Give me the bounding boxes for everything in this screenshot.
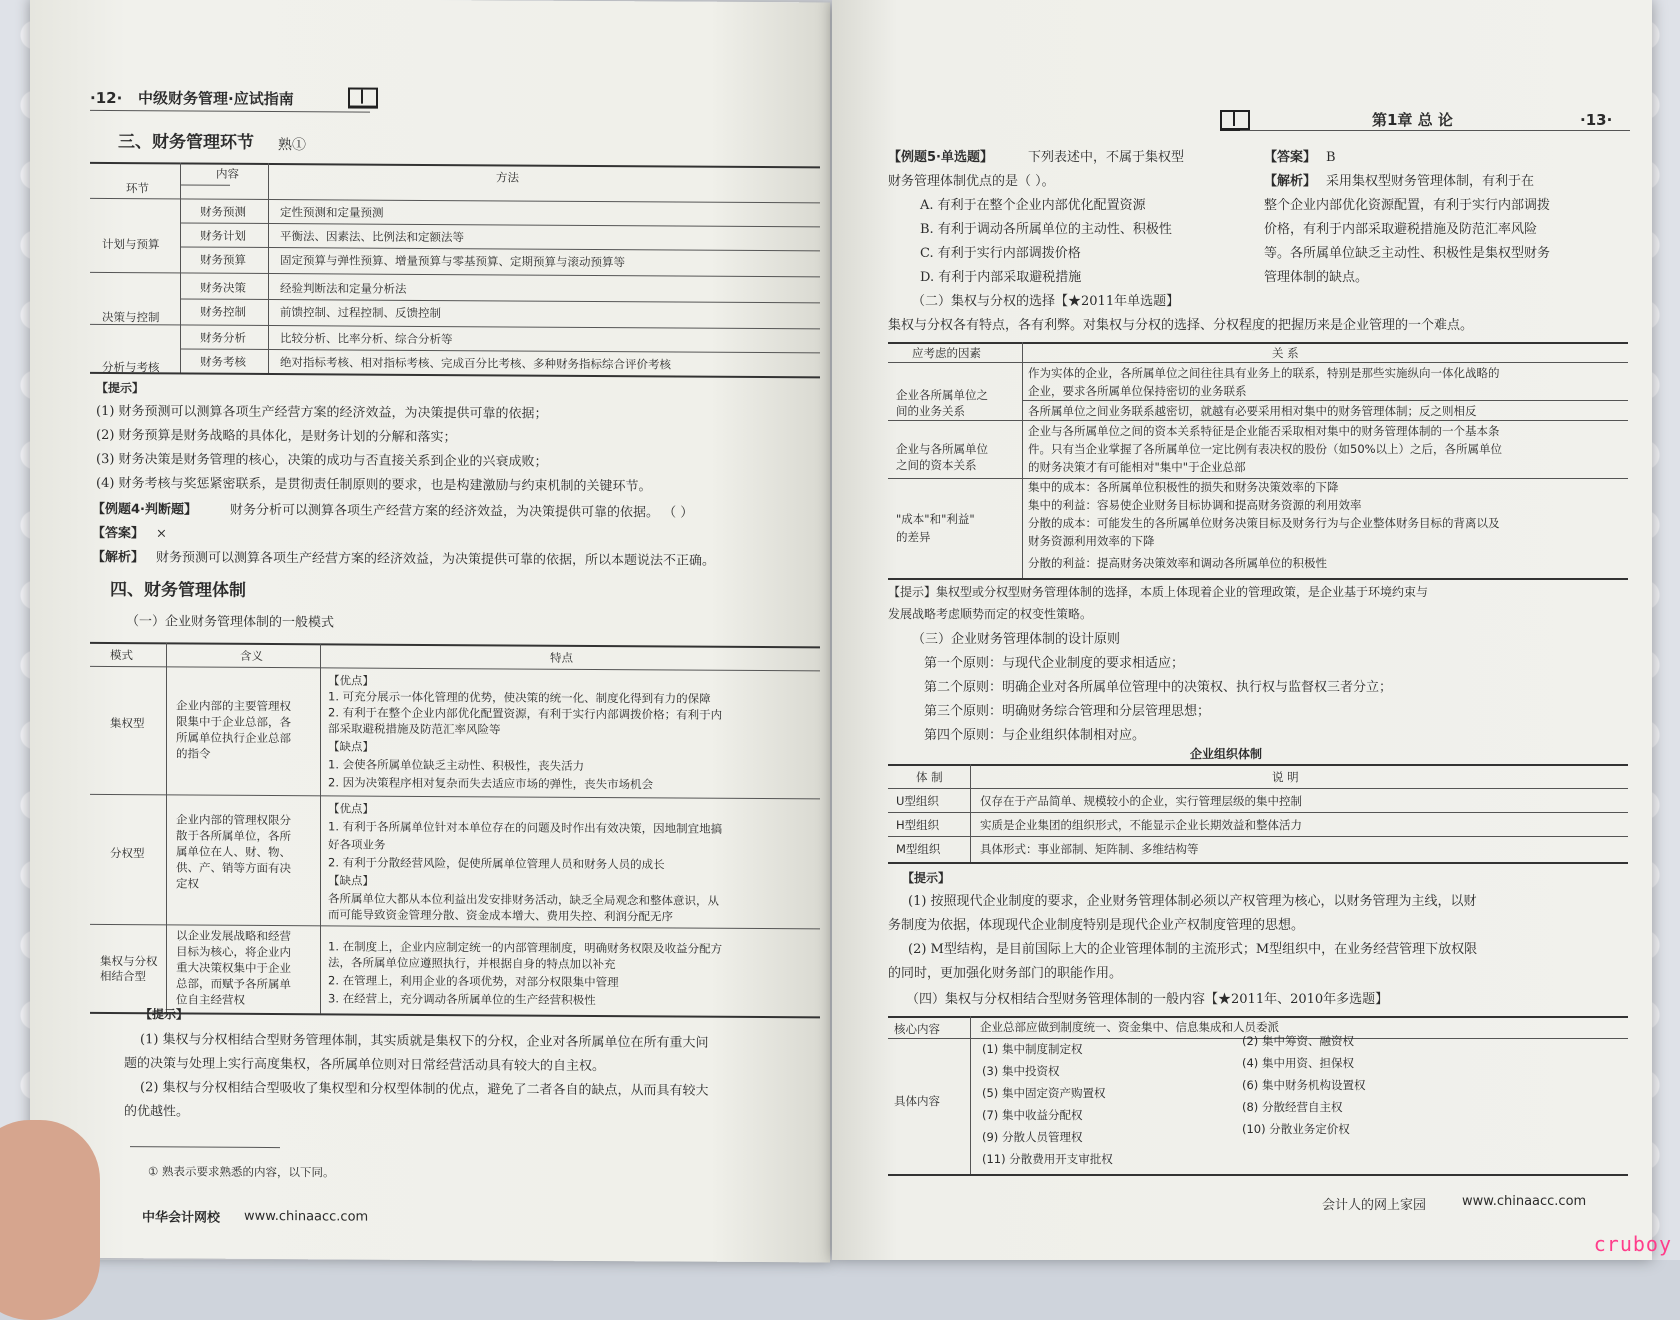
col-header-meaning: 含义 [240,648,263,663]
left-footer-url: www.chinaacc.com [244,1208,369,1225]
tips2-item: 题的决策与处理上实行高度集权，各所属单位则对日常经营活动具有较大的自主权。 [124,1056,606,1075]
table-rule [888,812,1628,813]
footnote: ① 熟表示要求熟悉的内容，以下同。 [148,1164,335,1180]
method-decision: 经验判断法和定量分析法 [280,281,407,296]
col-header-env: 环节 [126,181,149,196]
analysis-line: 等。各所属单位缺乏主动性、积极性是集权型财务 [1264,246,1551,261]
tips1-label: 【提示】 [96,380,145,396]
analysis-line: 采用集权型财务管理体制，有利于在 [1326,174,1535,189]
core-label: 核心内容 [894,1022,940,1036]
sub3-title: （三）企业财务管理体制的设计原则 [912,632,1121,647]
section4-title: 四、财务管理体制 [110,580,246,601]
method-budget: 固定预算与弹性预算、增量预算与零基预算、定期预算与滚动预算等 [280,253,625,270]
table-rule [888,420,1628,421]
meaning-line: 企业内部的管理权限分 [176,812,291,828]
principle: 第一个原则：与现代企业制度的要求相适应； [924,656,1185,671]
feature-line: 2. 有利于在整个企业内部优化配置资源，有利于实行内部调拨价格；有利于内 [328,705,723,722]
feature-line: 2. 有利于分散经营风险，促使所属单位管理人员和财务人员的成长 [328,855,665,872]
relation-line: 作为实体的企业，各所属单位之间往往具有业务上的联系，特别是那些实施纵向一体化战略的 [1028,366,1500,380]
table-rule [888,478,1628,479]
detail-item: (9) 分散人员管理权 [982,1130,1083,1144]
table-rule [888,836,1628,837]
example5-analysis-label: 【解析】 [1264,174,1317,189]
table-rule [90,1012,820,1018]
example4-text: 财务分析可以测算各项生产经营方案的经济效益，为决策提供可靠的依据。 （ ） [230,502,694,521]
meaning-line: 供、产、销等方面有决 [176,860,291,876]
example4-analysis: 财务预测可以测算各项生产经营方案的经济效益，为决策提供可靠的依据，所以本题说法不正确。 [156,550,716,569]
principle: 第三个原则：明确财务综合管理和分层管理思想； [924,704,1211,719]
analysis-line: 管理体制的缺点。 [1264,270,1369,285]
feature-line: 1. 在制度上，企业内应制定统一的内部管理制度，明确财务权限及收益分配方 [328,939,723,956]
feature-line: 【优点】 [328,801,374,816]
table-rule [970,764,971,864]
right-chapter-title: 第1章 总 论 [1372,111,1453,129]
left-page-number: ·12· [90,88,123,108]
meaning-line: 企业内部的主要管理权 [176,698,291,714]
detail-item: (7) 集中收益分配权 [982,1108,1083,1122]
sub2-title: （二）集权与分权的选择【★2011年单选题】 [912,294,1180,309]
sub4-title: （四）集权与分权相结合型财务管理体制的一般内容【★2011年、2010年多选题】 [906,992,1389,1007]
factor-line: 企业各所属单位之 [896,388,988,402]
col-header-feature: 特点 [550,650,573,665]
meaning-line: 属单位在人、财、物、 [176,844,291,860]
table-rule [90,794,820,799]
env-analysis: 分析与考核 [102,359,160,375]
mode-hybrid: 集权与分权相结合型 [100,953,158,984]
org-sys: M型组织 [896,842,941,856]
sub3-tips-label: 【提示】 [902,871,951,885]
example5-label: 【例题5·单选题】 [888,150,993,165]
table-rule [90,272,820,277]
meaning-line: 所属单位执行企业总部 [176,730,291,746]
core-content: 企业总部应做到制度统一、资金集中、信息集成和人员委派 [980,1020,1279,1034]
table-rule [888,342,1628,344]
feature-line: 2. 在管理上，利用企业的各项优势，对部分权限集中管理 [328,973,619,990]
table-rule [180,184,230,185]
col-header-relation: 关 系 [1272,346,1299,360]
relation-line: 集中的成本：各所属单位积极性的损失和财务决策效率的下降 [1028,480,1339,494]
principle: 第二个原则：明确企业对各所属单位管理中的决策权、执行权与监督权三者分立； [924,680,1393,695]
example4-answer-label: 【答案】 [92,525,145,542]
detail-label: 具体内容 [894,1094,940,1108]
relation-line: 分散的利益：提高财务决策效率和调动各所属单位的积极性 [1028,556,1327,570]
example4-analysis-label: 【解析】 [92,549,145,566]
tips2-item: 的优越性。 [124,1104,190,1120]
sub3-tip: (2) M型结构，是目前国际上大的企业管理体制的主流形式；M型组织中，在业务经营管理下放权限 [908,942,1478,957]
sub2-intro: 集权与分权各有特点，各有利弊。对集权与分权的选择、分权程度的把握历来是企业管理的一个难点。 [888,318,1474,333]
option-b: B. 有利于调动各所属单位的主动性、积极性 [920,222,1172,237]
detail-item: (6) 集中财务机构设置权 [1242,1078,1366,1092]
table-rule [268,163,269,373]
section3-mark: 熟① [278,137,306,154]
col-header-sys: 体 制 [916,770,943,784]
col-header-factor: 应考虑的因素 [912,346,981,360]
footnote-rule [130,1146,280,1148]
detail-item: (2) 集中筹资、融资权 [1242,1034,1354,1048]
method-analysis: 比较分析、比率分析、综合分析等 [280,331,453,347]
feature-line: 法，各所属单位应遵照执行，并根据自身的特点加以补充 [328,955,616,972]
org-desc: 仅存在于产品简单、规模较小的企业，实行管理层级的集中控制 [980,794,1302,808]
table-rule [888,764,1628,766]
option-c: C. 有利于实行内部调拨价格 [920,246,1081,261]
col-header-desc: 说 明 [1272,770,1299,784]
table-rule [1022,342,1023,580]
feature-line: 3. 在经营上，充分调动各所属单位的生产经营积极性 [328,991,596,1008]
content-budget: 财务预算 [200,252,246,267]
table-rule [90,666,820,671]
sub3-tip: 务制度为依据，体现现代企业制度特别是现代企业产权制度管理的思想。 [888,918,1305,933]
content-evaluation: 财务考核 [200,354,246,369]
feature-line: 1. 会使各所属单位缺乏主动性、积极性，丧失活力 [328,757,585,773]
content-plan: 财务计划 [200,228,246,243]
factor-line: 的差异 [896,530,931,544]
feature-line: 部采取避税措施及防范汇率风险等 [328,721,501,737]
content-forecast: 财务预测 [200,204,246,219]
meaning-line: 的指令 [176,746,211,761]
table-rule [180,246,820,251]
feature-line: 1. 可充分展示一体化管理的优势，使决策的统一化、制度化得到有力的保障 [328,689,711,706]
relation-line: 企业与各所属单位之间的资本关系特征是企业能否采取相对集中的财务管理体制的一个基本条 [1028,424,1500,438]
watermark: cruboy [1593,1232,1672,1256]
tips1-item-4: (4) 财务考核与奖惩紧密联系，是贯彻责任制原则的要求，也是构建激励与约束机制的关键环节。 [96,475,652,495]
table-rule [320,643,321,1013]
table-rule [180,222,820,227]
relation-line: 财务资源利用效率的下降 [1028,534,1155,548]
section3-title: 三、财务管理环节 [118,132,254,153]
tips2-label: 【提示】 [140,1007,189,1022]
factor-line: "成本"和"利益" [896,512,975,526]
meaning-line: 总部，而赋予各所属单 [176,976,291,992]
relation-line: 分散的成本：可能发生的各所属单位财务决策目标及财务行为与企业整体财务目标的背离以及 [1028,516,1500,530]
table-rule [90,642,820,648]
right-page [832,0,1652,1260]
meaning-line: 以企业发展战略和经营 [176,928,291,944]
detail-item: (8) 分散经营自主权 [1242,1100,1343,1114]
table-rule [888,578,1628,580]
table-rule [888,862,1628,864]
header-rule [90,110,370,113]
left-footer-brand: 中华会计网校 [142,1210,221,1226]
relation-line: 企业，要求各所属单位保持密切的业务联系 [1028,384,1247,398]
content-control: 财务控制 [200,304,246,319]
feature-line: 1. 有利于各所属单位针对本单位存在的问题及时作出有效决策，因地制宜地搞 [328,819,723,836]
feature-line: 好各项业务 [328,837,386,852]
feature-line: 2. 因为决策程序相对复杂而失去适应市场的弹性，丧失市场机会 [328,775,654,792]
feature-line: 各所属单位大都从本位利益出发安排财务活动，缺乏全局观念和整体意识，从 [328,891,719,908]
tips1-item-3: (3) 财务决策是财务管理的核心，决策的成功与否直接关系到企业的兴衰成败； [96,451,548,470]
factor-line: 之间的资本关系 [896,458,977,472]
right-footer-url: www.chinaacc.com [1462,1194,1587,1209]
org-desc: 实质是企业集团的组织形式，不能显示企业长期效益和整体活力 [980,818,1302,832]
table-rule [90,198,820,203]
sub3-tip: 的同时，更加强化财务部门的职能作用。 [888,966,1123,981]
left-page [30,0,830,1262]
book-icon [348,87,378,108]
mode-centralized: 集权型 [110,716,145,731]
book-icon [1220,110,1250,131]
table-rule [180,348,820,353]
sub3-tip: (1) 按照现代企业制度的要求，企业财务管理体制必须以产权管理为核心，以财务管理为主线，以财 [908,894,1477,909]
section4-sub1: （一）企业财务管理体制的一般模式 [126,614,335,631]
sub2-tip: 【提示】集权型或分权型财务管理体制的选择，本质上体现着企业的管理政策，是企业基于环境约束与 [888,585,1429,599]
env-plan: 计划与预算 [102,236,160,252]
table-rule [180,162,181,372]
org-sys: H型组织 [896,818,940,832]
thumb [0,1120,100,1320]
content-analysis: 财务分析 [200,330,246,345]
table-rule [970,1016,971,1176]
tips2-item: (2) 集权与分权相结合型吸收了集权型和分权型体制的优点，避免了二者各自的缺点，从而具有较大 [140,1080,709,1099]
detail-item: (1) 集中制度制定权 [982,1042,1083,1056]
org-table-title: 企业组织体制 [1190,747,1263,761]
org-sys: U型组织 [896,794,939,808]
example4-label: 【例题4·判断题】 [92,501,197,518]
feature-line: 【缺点】 [328,873,374,888]
left-book-title: 中级财务管理·应试指南 [138,89,294,109]
env-decision: 决策与控制 [102,309,160,325]
relation-line: 件。只有当企业掌握了各所属单位一定比例有表决权的股份（如50%以上）之后，各所属单位 [1028,442,1503,456]
relation-line: 各所属单位之间业务联系越密切，就越有必要采用相对集中的财务管理体制；反之则相反 [1028,404,1477,418]
col-header-content: 内容 [216,166,239,181]
table-rule [90,372,820,378]
right-page-number: ·13· [1580,111,1613,129]
table-rule [1022,400,1628,401]
tips1-item-1: (1) 财务预测可以测算各项生产经营方案的经济效益，为决策提供可靠的依据； [96,403,548,422]
table-rule [888,362,1628,363]
method-control: 前馈控制、过程控制、反馈控制 [280,305,441,321]
table-rule [90,162,820,168]
tips2-item: (1) 集权与分权相结合型财务管理体制，其实质就是集权下的分权，企业对各所属单位在所有重大问 [140,1032,709,1051]
table-rule [90,324,820,329]
detail-item: (11) 分散费用开支审批权 [982,1152,1113,1166]
table-rule [888,1174,1628,1176]
table-rule [180,298,820,303]
factor-line: 企业与各所属单位 [896,442,988,456]
meaning-line: 位自主经营权 [176,992,245,1007]
relation-line: 集中的利益：容易使企业财务目标协调和提高财务资源的利用效率 [1028,498,1362,512]
detail-item: (5) 集中固定资产购置权 [982,1086,1106,1100]
header-rule [1240,130,1630,131]
method-plan: 平衡法、因素法、比例法和定额法等 [280,229,464,245]
detail-item: (3) 集中投资权 [982,1064,1060,1078]
method-evaluation: 绝对指标考核、相对指标考核、完成百分比考核、多种财务指标综合评价考核 [280,355,671,372]
feature-line: 【缺点】 [328,739,374,754]
principle: 第四个原则：与企业组织体制相对应。 [924,728,1146,743]
meaning-line: 定权 [176,876,199,891]
meaning-line: 目标为核心，将企业内 [176,944,291,960]
col-header-method: 方法 [496,170,519,185]
example5-stem: 财务管理体制优点的是（ ）。 [888,174,1055,189]
example4-answer: × [156,526,167,542]
col-header-mode: 模式 [110,648,133,663]
option-d: D. 有利于内部采取避税措施 [920,270,1082,285]
method-forecast: 定性预测和定量预测 [280,205,384,220]
meaning-line: 散于各所属单位，各所 [176,828,291,844]
meaning-line: 重大决策权集中于企业 [176,960,291,976]
mode-decentralized: 分权型 [110,846,145,861]
example5-stem: 下列表述中，不属于集权型 [1028,150,1185,165]
content-decision: 财务决策 [200,280,246,295]
analysis-line: 整个企业内部优化资源配置，有利于实行内部调拨 [1264,198,1551,213]
meaning-line: 限集中于企业总部，各 [176,714,291,730]
org-desc: 具体形式：事业部制、矩阵制、多维结构等 [980,842,1199,856]
detail-item: (10) 分散业务定价权 [1242,1122,1350,1136]
relation-line: 的财务决策才有可能相对"集中"于企业总部 [1028,460,1246,474]
table-rule [888,1016,1628,1018]
tips1-item-2: (2) 财务预算是财务战略的具体化，是财务计划的分解和落实； [96,427,457,446]
analysis-line: 价格，有利于内部采取避税措施及防范汇率风险 [1264,222,1538,237]
table-rule [166,642,167,1012]
feature-line: 【优点】 [328,673,374,688]
sub2-tip: 发展战略考虑顺势而定的权变性策略。 [888,607,1093,621]
detail-item: (4) 集中用资、担保权 [1242,1056,1354,1070]
feature-line: 而可能导致资金管理分散、资金成本增大、费用失控、利润分配无序 [328,907,673,924]
right-footer-slogan: 会计人的网上家园 [1322,1198,1427,1213]
option-a: A. 有利于在整个企业内部优化配置资源 [920,198,1146,213]
example5-answer-label: 【答案】 [1264,150,1317,165]
table-rule [888,788,1628,789]
example5-answer: B [1326,150,1336,165]
factor-line: 间的业务关系 [896,404,965,418]
